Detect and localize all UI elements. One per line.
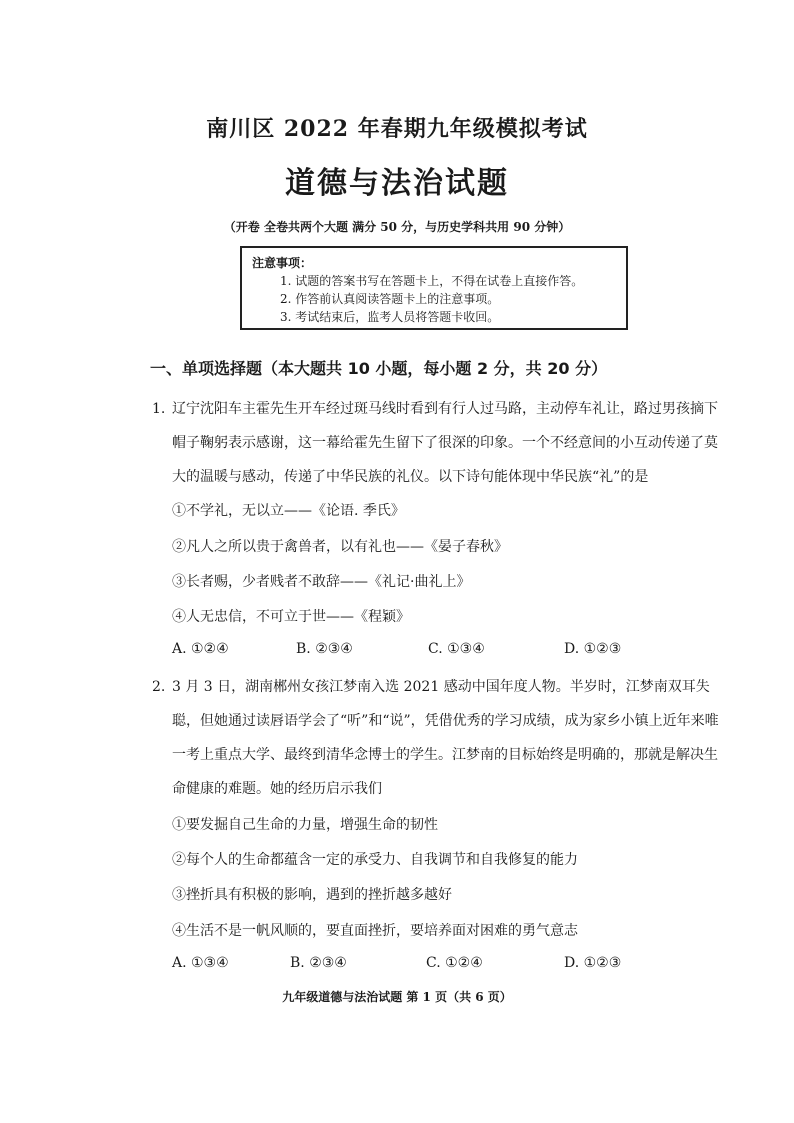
- choice-a: A. ①②④: [172, 641, 229, 657]
- statement-option: ①不学礼，无以立——《论语. 季氏》: [172, 503, 405, 519]
- notice-item: 2. 作答前认真阅读答题卡上的注意事项。: [280, 292, 500, 306]
- choice-c: C. ①②④: [426, 955, 483, 971]
- choice-c: C. ①③④: [428, 641, 485, 657]
- notice-box: [240, 246, 628, 330]
- notice-item: 3. 考试结束后，监考人员将答题卡收回。: [280, 310, 500, 324]
- question-number: 2.: [152, 679, 166, 695]
- statement-option: ②每个人的生命都蕴含一定的承受力、自我调节和自我修复的能力: [172, 852, 578, 868]
- statement-option: ③挫折具有积极的影响，遇到的挫折越多越好: [172, 887, 452, 903]
- exam-title: 南川区 2022 年春期九年级模拟考试: [206, 116, 588, 142]
- page-footer: 九年级道德与法治试题 第 1 页（共 6 页）: [282, 990, 512, 1004]
- statement-option: ④生活不是一帆风顺的，要直面挫折，要培养面对困难的勇气意志: [172, 923, 578, 939]
- notice-item: 1. 试题的答案书写在答题卡上，不得在试卷上直接作答。: [280, 274, 584, 288]
- question-2: [152, 670, 720, 806]
- subject-title: 道德与法治试题: [285, 166, 509, 201]
- section-title: 一、单项选择题（本大题共 10 小题，每小题 2 分，共 20 分）: [150, 359, 608, 378]
- choice-a: A. ①③④: [172, 955, 229, 971]
- statement-option: ②凡人之所以贵于禽兽者，以有礼也——《晏子春秋》: [172, 539, 508, 555]
- question-number: 1.: [152, 401, 166, 417]
- statement-option: ①要发掘自己生命的力量，增强生命的韧性: [172, 817, 438, 833]
- question-1: [152, 392, 720, 494]
- notice-title: 注意事项：: [252, 256, 313, 270]
- choice-b: B. ②③④: [290, 955, 347, 971]
- statement-option: ③长者赐，少者贱者不敢辞——《礼记·曲礼上》: [172, 574, 471, 590]
- choice-d: D. ①②③: [564, 641, 622, 657]
- statement-option: ④人无忠信，不可立于世——《程颖》: [172, 609, 410, 625]
- question-stem: 3 月 3 日，湖南郴州女孩江梦南入选 2021 感动中国年度人物。半岁时，江梦南双耳失聪，但她通过读唇语学会了“听”和“说”，凭借优秀的学习成绩，成为家乡小镇上近年来唯一考上重点大学、最终到清华念博士的学生。江梦南的目标始终是明确的，那就是解决生命健康的难题。她的经历启示我们: [172, 679, 719, 797]
- choice-b: B. ②③④: [296, 641, 353, 657]
- choice-d: D. ①②③: [564, 955, 622, 971]
- exam-info: （开卷 全卷共两个大题 满分 50 分，与历史学科共用 90 分钟）: [223, 220, 571, 234]
- question-stem: 辽宁沈阳车主霍先生开车经过斑马线时看到有行人过马路，主动停车礼让，路过男孩摘下帽子鞠躬表示感谢，这一幕给霍先生留下了很深的印象。一个不经意间的小互动传递了莫大的温暖与感动，传递了中华民族的礼仪。以下诗句能体现中华民族“礼”的是: [172, 401, 718, 485]
